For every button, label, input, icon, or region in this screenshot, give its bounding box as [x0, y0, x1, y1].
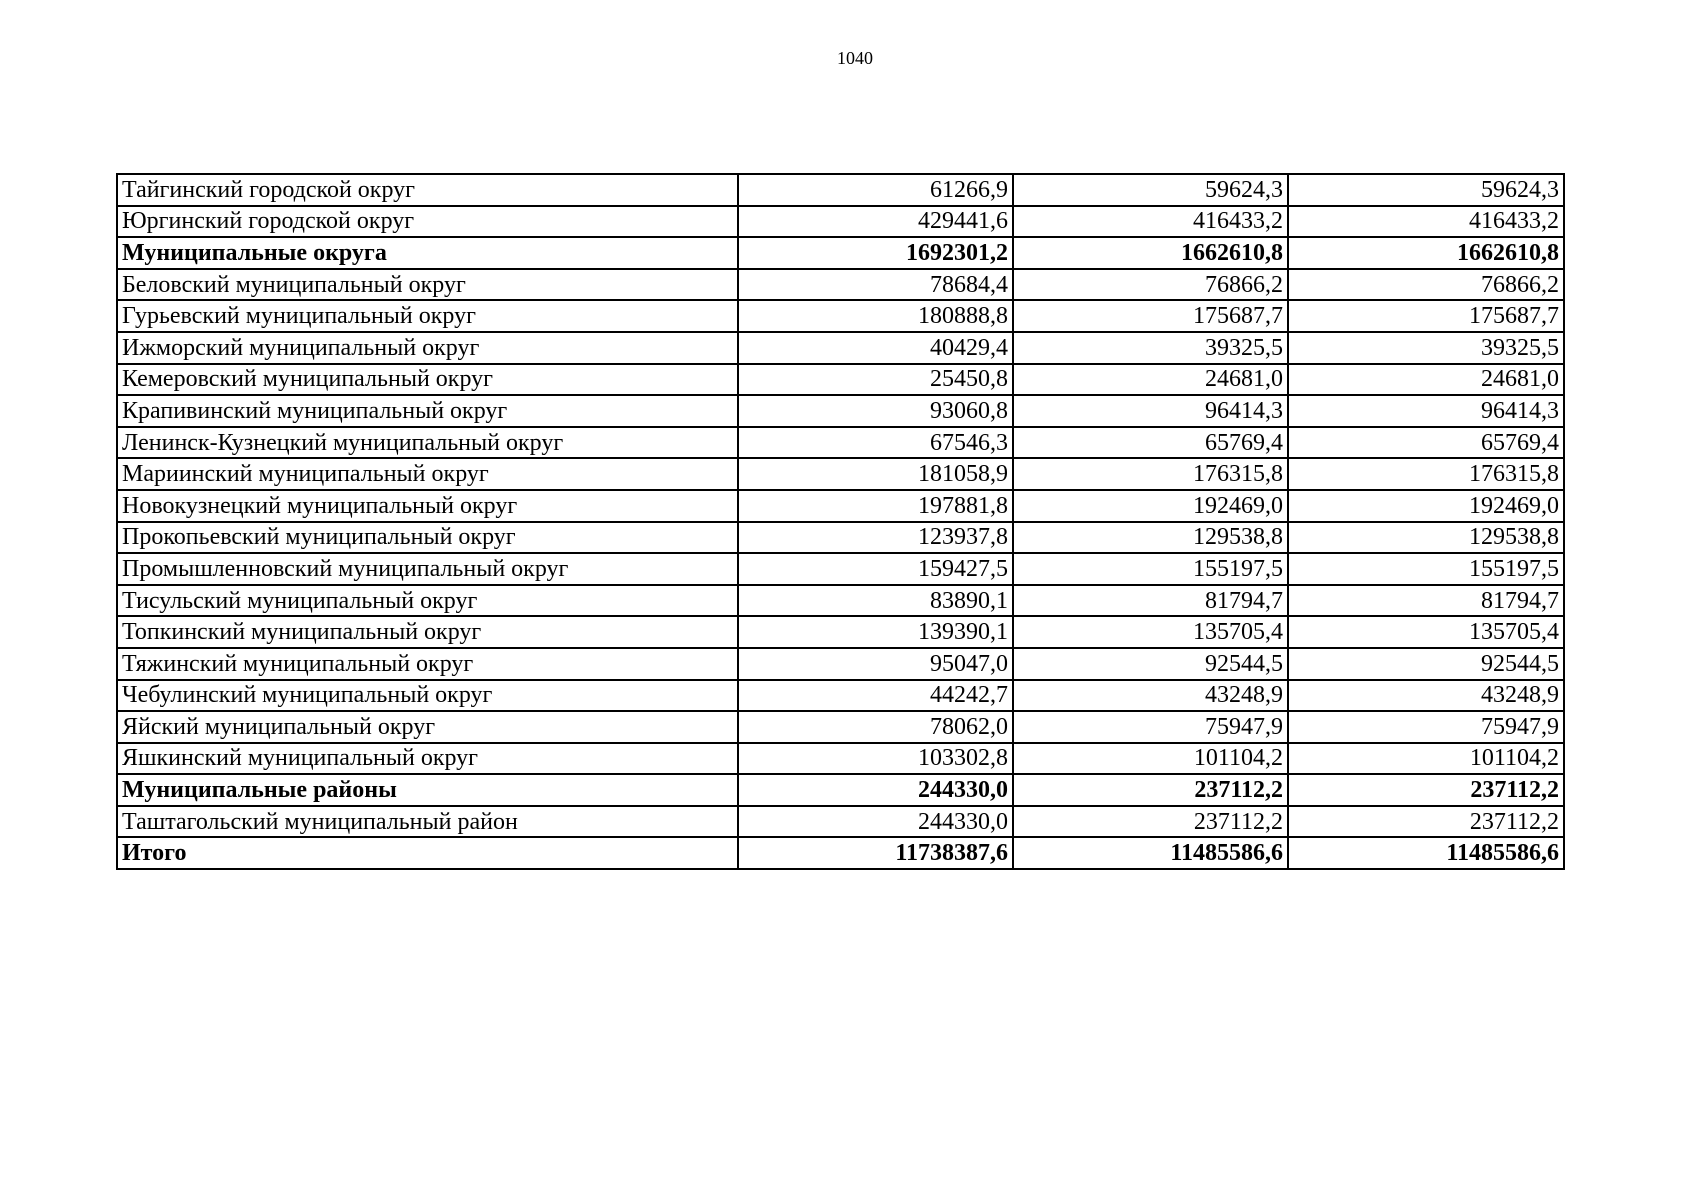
value-col3-cell: 76866,2: [1288, 269, 1564, 301]
value-col2-cell: 76866,2: [1013, 269, 1288, 301]
value-col1-cell: 67546,3: [738, 427, 1013, 459]
value-col2-cell: 92544,5: [1013, 648, 1288, 680]
value-col1-cell: 93060,8: [738, 395, 1013, 427]
municipality-name-cell: Топкинский муниципальный округ: [117, 616, 738, 648]
value-col1-cell: 11738387,6: [738, 837, 1013, 869]
table-row: [117, 300, 1564, 332]
table-row: [117, 837, 1564, 869]
municipality-name-cell: Чебулинский муниципальный округ: [117, 680, 738, 712]
value-col3-cell: 39325,5: [1288, 332, 1564, 364]
value-col1-cell: 159427,5: [738, 553, 1013, 585]
value-col3-cell: 175687,7: [1288, 300, 1564, 332]
value-col2-cell: 176315,8: [1013, 458, 1288, 490]
value-col2-cell: 59624,3: [1013, 174, 1288, 206]
value-col2-cell: 39325,5: [1013, 332, 1288, 364]
value-col1-cell: 197881,8: [738, 490, 1013, 522]
municipality-name-cell: Тайгинский городской округ: [117, 174, 738, 206]
municipality-name-cell: Крапивинский муниципальный округ: [117, 395, 738, 427]
value-col2-cell: 75947,9: [1013, 711, 1288, 743]
table-row: [117, 585, 1564, 617]
municipality-name-cell: Беловский муниципальный округ: [117, 269, 738, 301]
value-col1-cell: 123937,8: [738, 522, 1013, 554]
value-col2-cell: 81794,7: [1013, 585, 1288, 617]
value-col1-cell: 1692301,2: [738, 237, 1013, 269]
table-row: [117, 237, 1564, 269]
budget-table-body: [117, 174, 1564, 869]
municipality-name-cell: Итого: [117, 837, 738, 869]
value-col2-cell: 416433,2: [1013, 206, 1288, 238]
municipality-name-cell: Новокузнецкий муниципальный округ: [117, 490, 738, 522]
value-col3-cell: 43248,9: [1288, 680, 1564, 712]
budget-table: [116, 173, 1565, 870]
table-row: [117, 395, 1564, 427]
municipality-name-cell: Ижморский муниципальный округ: [117, 332, 738, 364]
value-col1-cell: 139390,1: [738, 616, 1013, 648]
municipality-name-cell: Мариинский муниципальный округ: [117, 458, 738, 490]
value-col3-cell: 176315,8: [1288, 458, 1564, 490]
value-col3-cell: 135705,4: [1288, 616, 1564, 648]
table-row: [117, 427, 1564, 459]
municipality-name-cell: Ленинск-Кузнецкий муниципальный округ: [117, 427, 738, 459]
table-row: [117, 364, 1564, 396]
value-col2-cell: 175687,7: [1013, 300, 1288, 332]
municipality-name-cell: Муниципальные районы: [117, 774, 738, 806]
value-col1-cell: 25450,8: [738, 364, 1013, 396]
value-col1-cell: 181058,9: [738, 458, 1013, 490]
municipality-name-cell: Гурьевский муниципальный округ: [117, 300, 738, 332]
table-row: [117, 332, 1564, 364]
value-col3-cell: 75947,9: [1288, 711, 1564, 743]
table-row: [117, 458, 1564, 490]
table-row: [117, 616, 1564, 648]
value-col3-cell: 101104,2: [1288, 743, 1564, 775]
value-col1-cell: 180888,8: [738, 300, 1013, 332]
value-col2-cell: 135705,4: [1013, 616, 1288, 648]
table-row: [117, 680, 1564, 712]
value-col3-cell: 65769,4: [1288, 427, 1564, 459]
table-row: [117, 269, 1564, 301]
value-col3-cell: 11485586,6: [1288, 837, 1564, 869]
municipality-name-cell: Тяжинский муниципальный округ: [117, 648, 738, 680]
page-number: 1040: [837, 48, 873, 68]
value-col3-cell: 237112,2: [1288, 806, 1564, 838]
value-col1-cell: 40429,4: [738, 332, 1013, 364]
municipality-name-cell: Прокопьевский муниципальный округ: [117, 522, 738, 554]
value-col1-cell: 61266,9: [738, 174, 1013, 206]
table-row: [117, 522, 1564, 554]
value-col3-cell: 96414,3: [1288, 395, 1564, 427]
value-col2-cell: 129538,8: [1013, 522, 1288, 554]
value-col1-cell: 103302,8: [738, 743, 1013, 775]
value-col2-cell: 43248,9: [1013, 680, 1288, 712]
value-col3-cell: 155197,5: [1288, 553, 1564, 585]
table-row: [117, 774, 1564, 806]
value-col1-cell: 244330,0: [738, 806, 1013, 838]
value-col1-cell: 78062,0: [738, 711, 1013, 743]
value-col3-cell: 192469,0: [1288, 490, 1564, 522]
municipality-name-cell: Юргинский городской округ: [117, 206, 738, 238]
value-col3-cell: 81794,7: [1288, 585, 1564, 617]
municipality-name-cell: Муниципальные округа: [117, 237, 738, 269]
value-col2-cell: 237112,2: [1013, 774, 1288, 806]
value-col2-cell: 11485586,6: [1013, 837, 1288, 869]
municipality-name-cell: Кемеровский муниципальный округ: [117, 364, 738, 396]
value-col3-cell: 24681,0: [1288, 364, 1564, 396]
value-col1-cell: 83890,1: [738, 585, 1013, 617]
value-col3-cell: 59624,3: [1288, 174, 1564, 206]
municipality-name-cell: Тисульский муниципальный округ: [117, 585, 738, 617]
value-col2-cell: 65769,4: [1013, 427, 1288, 459]
value-col3-cell: 129538,8: [1288, 522, 1564, 554]
value-col1-cell: 244330,0: [738, 774, 1013, 806]
value-col2-cell: 96414,3: [1013, 395, 1288, 427]
table-row: [117, 648, 1564, 680]
municipality-name-cell: Таштагольский муниципальный район: [117, 806, 738, 838]
budget-table-container: [116, 173, 1565, 870]
municipality-name-cell: Яшкинский муниципальный округ: [117, 743, 738, 775]
value-col1-cell: 429441,6: [738, 206, 1013, 238]
municipality-name-cell: Промышленновский муниципальный округ: [117, 553, 738, 585]
value-col2-cell: 24681,0: [1013, 364, 1288, 396]
value-col3-cell: 237112,2: [1288, 774, 1564, 806]
value-col1-cell: 78684,4: [738, 269, 1013, 301]
value-col3-cell: 92544,5: [1288, 648, 1564, 680]
value-col3-cell: 416433,2: [1288, 206, 1564, 238]
table-row: [117, 553, 1564, 585]
table-row: [117, 806, 1564, 838]
table-row: [117, 743, 1564, 775]
table-row: [117, 490, 1564, 522]
value-col2-cell: 155197,5: [1013, 553, 1288, 585]
table-row: [117, 174, 1564, 206]
value-col2-cell: 192469,0: [1013, 490, 1288, 522]
value-col3-cell: 1662610,8: [1288, 237, 1564, 269]
value-col1-cell: 44242,7: [738, 680, 1013, 712]
value-col2-cell: 237112,2: [1013, 806, 1288, 838]
municipality-name-cell: Яйский муниципальный округ: [117, 711, 738, 743]
value-col1-cell: 95047,0: [738, 648, 1013, 680]
table-row: [117, 711, 1564, 743]
value-col2-cell: 101104,2: [1013, 743, 1288, 775]
value-col2-cell: 1662610,8: [1013, 237, 1288, 269]
table-row: [117, 206, 1564, 238]
